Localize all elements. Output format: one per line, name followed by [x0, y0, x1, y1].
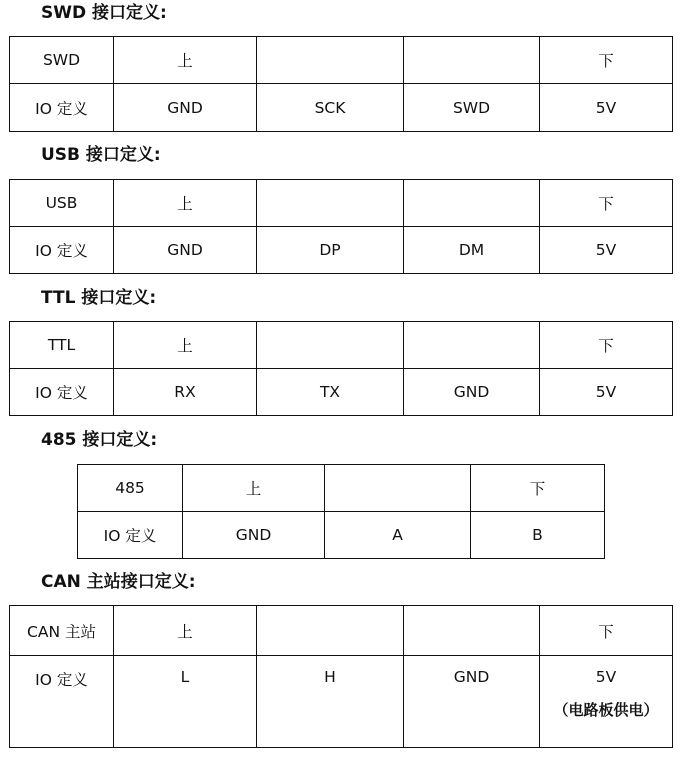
table-row [78, 512, 605, 559]
table-cell: SCK [257, 84, 404, 132]
rs485-section-heading: 485 接口定义: [41, 430, 158, 450]
table-cell: GND [114, 84, 257, 132]
table-row [10, 322, 673, 369]
table-cell: 上 [114, 606, 257, 656]
table-cell: CAN 主站 [10, 606, 114, 656]
table-cell [257, 606, 404, 656]
table-row [10, 656, 673, 748]
table-row [10, 606, 673, 656]
table-cell: 5V [540, 369, 673, 416]
table-row [10, 180, 673, 227]
table-cell: 下 [540, 322, 673, 369]
ttl-pin-table [9, 321, 673, 416]
table-cell: L [114, 656, 257, 748]
table-cell: GND [404, 656, 540, 748]
table-cell: IO 定义 [10, 227, 114, 274]
table-row [10, 37, 673, 84]
table-cell: SWD [404, 84, 540, 132]
table-cell: H [257, 656, 404, 748]
table-cell: 485 [78, 465, 183, 512]
table-cell: IO 定义 [10, 84, 114, 132]
table-cell: 下 [540, 180, 673, 227]
table-cell [404, 322, 540, 369]
table-cell: DP [257, 227, 404, 274]
table-cell: DM [404, 227, 540, 274]
table-cell [404, 606, 540, 656]
table-cell: 上 [183, 465, 325, 512]
table-cell: 上 [114, 180, 257, 227]
table-cell [257, 322, 404, 369]
table-cell: TTL [10, 322, 114, 369]
table-cell: GND [404, 369, 540, 416]
table-cell: A [325, 512, 471, 559]
table-cell: RX [114, 369, 257, 416]
table-cell: 上 [114, 322, 257, 369]
table-cell: 下 [471, 465, 605, 512]
table-cell: B [471, 512, 605, 559]
table-row [10, 84, 673, 132]
table-cell: GND [183, 512, 325, 559]
power-source-note: （电路板供电） [553, 701, 659, 719]
can-pin-table [9, 605, 673, 748]
table-cell: IO 定义 [78, 512, 183, 559]
table-cell: 5V [540, 227, 673, 274]
table-cell [257, 37, 404, 84]
rs485-pin-table [77, 464, 605, 559]
power-value: 5V [595, 668, 617, 686]
usb-pin-table [9, 179, 673, 274]
table-cell: 上 [114, 37, 257, 84]
table-cell [257, 180, 404, 227]
swd-pin-table [9, 36, 673, 132]
swd-section-heading: SWD 接口定义: [41, 3, 167, 23]
table-cell: SWD [10, 37, 114, 84]
table-row [78, 465, 605, 512]
ttl-section-heading: TTL 接口定义: [41, 288, 157, 308]
table-cell: USB [10, 180, 114, 227]
can-section-heading: CAN 主站接口定义: [41, 572, 196, 592]
table-cell: IO 定义 [10, 656, 114, 748]
table-cell: 下 [540, 606, 673, 656]
table-cell: 下 [540, 37, 673, 84]
usb-section-heading: USB 接口定义: [41, 145, 161, 165]
table-row [10, 227, 673, 274]
table-cell: GND [114, 227, 257, 274]
table-cell: 5V [540, 84, 673, 132]
table-cell [404, 37, 540, 84]
table-row [10, 369, 673, 416]
table-cell: TX [257, 369, 404, 416]
table-cell [540, 656, 673, 748]
table-cell [404, 180, 540, 227]
table-cell [325, 465, 471, 512]
table-cell: IO 定义 [10, 369, 114, 416]
